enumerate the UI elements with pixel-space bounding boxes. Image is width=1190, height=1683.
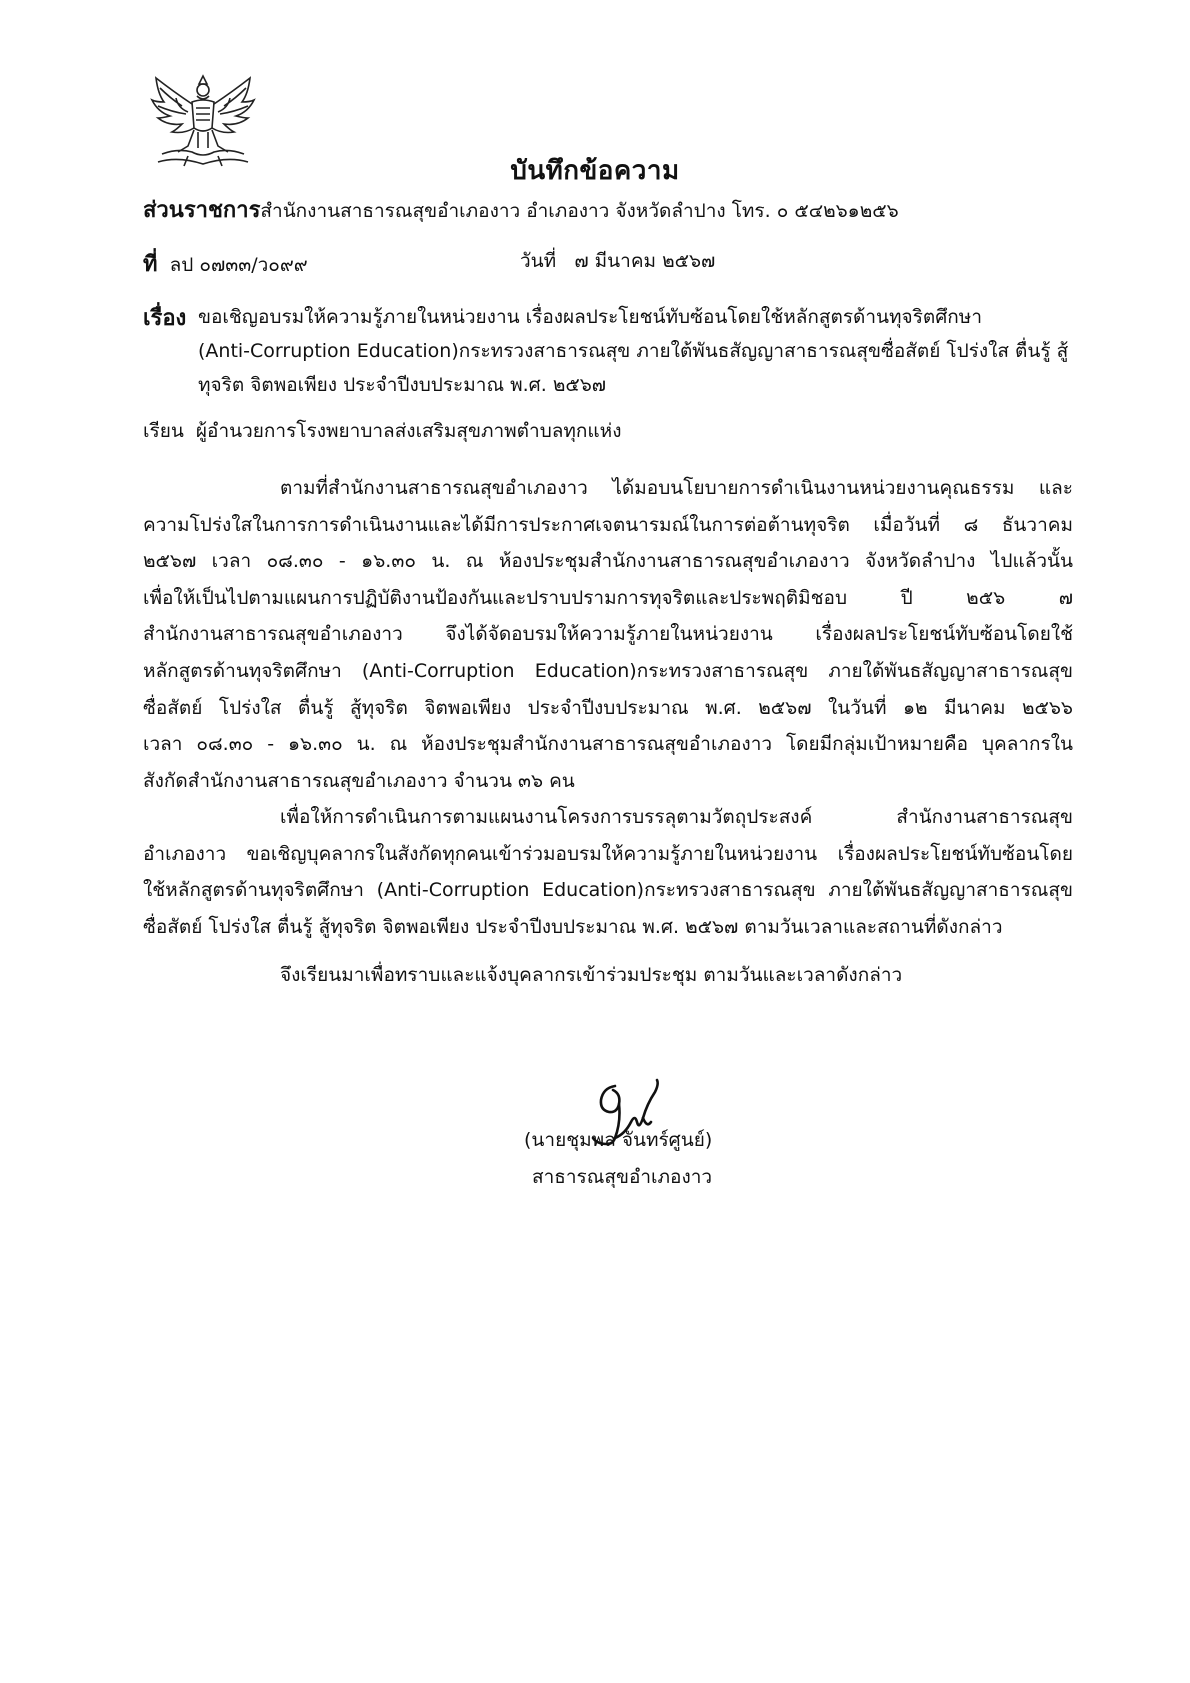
to-value: ผู้อำนวยการโรงพยาบาลส่งเสริมสุขภาพตำบลทุกแห่ง (195, 420, 622, 442)
signer-position: สาธารณสุขอำเภองาว (532, 1166, 713, 1188)
ref-line (143, 246, 308, 281)
agency-label: ส่วนราชการ (143, 198, 261, 223)
closing-text: จึงเรียนมาเพื่อทราบและแจ้งบุคลากรเข้าร่วมประชุม ตามวันและเวลาดังกล่าว (280, 964, 903, 986)
subject-line: ขอเชิญอบรมให้ความรู้ภายในหน่วยงาน เรื่องผลประโยชน์ทับซ้อนโดยใช้หลักสูตรด้านทุจริตศึกษา (198, 306, 982, 328)
paragraph-line: เพื่อให้การดำเนินการตามแผนงานโครงการบรรลุตามวัตถุประสงค์ สำนักงานสาธารณสุข (280, 806, 1073, 828)
ref-value: ลป ๐๗๓๓/ว๐๙๙ (169, 254, 308, 276)
paragraph-line: เพื่อให้เป็นไปตามแผนการปฏิบัติงานป้องกันและปราบปรามการทุจริตและประพฤติมิชอบ ปี ๒๕๖ ๗ (143, 586, 1073, 609)
subject-line: (Anti-Corruption Education)กระทรวงสาธารณสุข ภายใต้พันธสัญญาสาธารณสุขซื่อสัตย์ โปร่งใส ตื่นรู้ สู้ (198, 340, 1069, 362)
subject-text (198, 300, 1078, 402)
agency-line (143, 192, 899, 227)
subject-line: ทุจริต จิตพอเพียง ประจำปีงบประมาณ พ.ศ. ๒๕๖๗ (198, 374, 607, 396)
signer-name: (นายชุมพล จันทร์ศูนย์) (524, 1129, 713, 1151)
paragraph-line: ใช้หลักสูตรด้านทุจริตศึกษา (Anti-Corruption Education)กระทรวงสาธารณสุข ภายใต้พันธสัญญาสาธารณสุข (143, 879, 1073, 902)
subject-label: เรื่อง (143, 306, 187, 331)
paragraph-line: เวลา ๐๘.๓๐ - ๑๖.๓๐ น. ณ ห้องประชุมสำนักงานสาธารณสุขอำเภองาว โดยมีกลุ่มเป้าหมายคือ บุคลากรใน (143, 733, 1073, 756)
paragraph-line: สำนักงานสาธารณสุขอำเภองาว จึงได้จัดอบรมให้ความรู้ภายในหน่วยงาน เรื่องผลประโยชน์ทับซ้อนโดยใช้ (143, 623, 1073, 646)
to-line (143, 416, 621, 446)
body-paragraph-2 (143, 799, 1073, 945)
paragraph-line: ซื่อสัตย์ โปร่งใส ตื่นรู้ สู้ทุจริต จิตพอเพียง ประจำปีงบประมาณ พ.ศ. ๒๕๖๗ ในวันที่ ๑๒ มีนาคม ๒๕๖๖ (143, 696, 1073, 719)
paragraph-line: สังกัดสำนักงานสาธารณสุขอำเภองาว จำนวน ๓๖ คน (143, 769, 575, 792)
memo-title: บันทึกข้อความ (510, 156, 680, 186)
paragraph-line: ๒๕๖๗ เวลา ๐๘.๓๐ - ๑๖.๓๐ น. ณ ห้องประชุมสำนักงานสาธารณสุขอำเภองาว จังหวัดลำปาง ไปแล้วนั้น (143, 550, 1073, 573)
date-value: ๗ มีนาคม ๒๕๖๗ (574, 250, 716, 272)
paragraph-line: อำเภองาว ขอเชิญบุคลากรในสังกัดทุกคนเข้าร่วมอบรมให้ความรู้ภายในหน่วยงาน เรื่องผลประโยชน์ทับซ้อนโดย (143, 842, 1073, 865)
date-label: วันที่ (520, 250, 557, 272)
paragraph-line: ความโปร่งใสในการการดำเนินงานและได้มีการประกาศเจตนารมณ์ในการต่อต้านทุจริต เมื่อวันที่ ๘ ธันวาคม (143, 513, 1073, 536)
body-paragraph-1 (143, 470, 1073, 799)
paragraph-line: ตามที่สำนักงานสาธารณสุขอำเภองาว ได้มอบนโยบายการดำเนินงานหน่วยงานคุณธรรม และ (280, 477, 1073, 499)
to-label: เรียน (143, 420, 184, 442)
agency-value: สำนักงานสาธารณสุขอำเภองาว อำเภองาว จังหวัดลำปาง โทร. ๐ ๕๔๒๖๑๒๕๖ (260, 200, 899, 222)
ref-label: ที่ (143, 252, 158, 277)
paragraph-line: หลักสูตรด้านทุจริตศึกษา (Anti-Corruption Education)กระทรวงสาธารณสุข ภายใต้พันธสัญญาสาธารณสุข (143, 659, 1073, 682)
date-line (520, 246, 715, 276)
paragraph-line: ซื่อสัตย์ โปร่งใส ตื่นรู้ สู้ทุจริต จิตพอเพียง ประจำปีงบประมาณ พ.ศ. ๒๕๖๗ ตามวันเวลาและสถานที่ดังกล่าว (143, 915, 1003, 938)
